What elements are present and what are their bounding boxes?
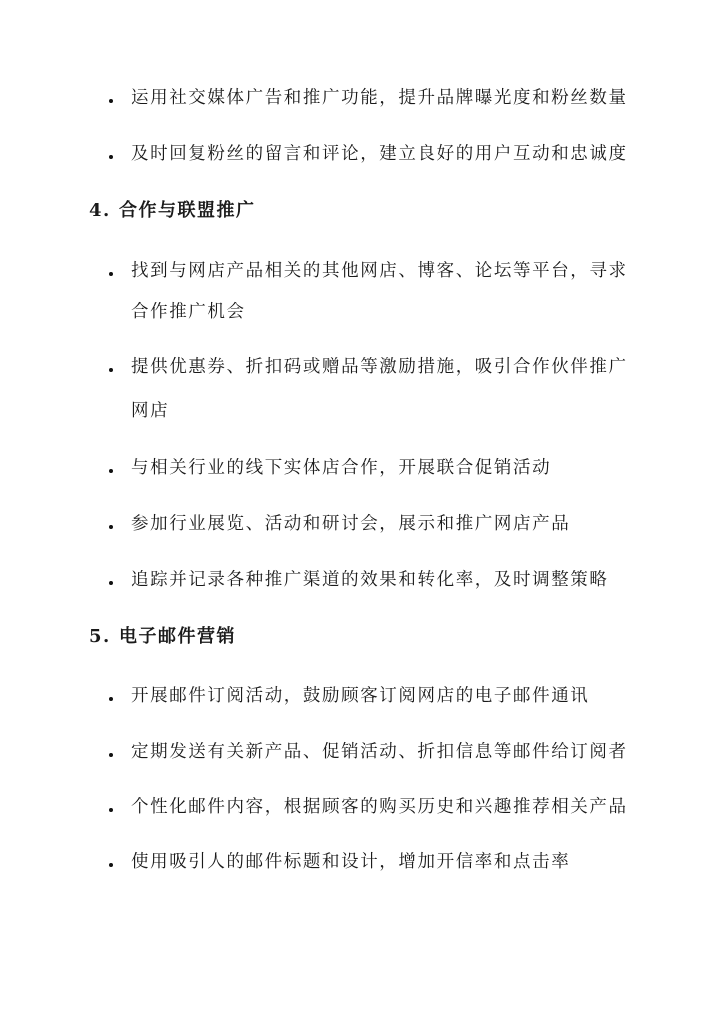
bullet-icon [109, 863, 113, 867]
bullet-icon [109, 155, 113, 159]
bullet-icon [109, 368, 113, 372]
bullet-icon [109, 99, 113, 103]
list-item-text: 运用社交媒体广告和推广功能，提升品牌曝光度和粉丝数量 [131, 88, 628, 108]
list-item-text: 提供优惠券、折扣码或赠品等激励措施，吸引合作伙伴推广 [131, 357, 628, 377]
list-item-text: 个性化邮件内容，根据顾客的购买历史和兴趣推荐相关产品 [131, 797, 628, 817]
bullet-icon [109, 581, 113, 585]
list-item-text: 参加行业展览、活动和研讨会，展示和推广网店产品 [131, 514, 571, 534]
bullet-icon [109, 697, 113, 701]
list-item-text: 追踪并记录各种推广渠道的效果和转化率，及时调整策略 [131, 570, 609, 590]
list-item-text: 与相关行业的线下实体店合作，开展联合促销活动 [131, 458, 552, 478]
list-item-text: 使用吸引人的邮件标题和设计，增加开信率和点击率 [131, 852, 571, 872]
bullet-icon [109, 525, 113, 529]
bullet-icon [109, 808, 113, 812]
section-number: 5. [89, 626, 111, 647]
list-item-text: 定期发送有关新产品、促销活动、折扣信息等邮件给订阅者 [131, 742, 628, 762]
list-item-text-continued: 网店 [131, 401, 170, 421]
bullet-icon [109, 272, 113, 276]
section-heading [89, 200, 256, 222]
list-item-text: 及时回复粉丝的留言和评论，建立良好的用户互动和忠诚度 [131, 144, 628, 164]
list-item-text-continued: 合作推广机会 [131, 302, 246, 322]
section-title: 电子邮件营销 [119, 626, 236, 647]
list-item-text: 开展邮件订阅活动，鼓励顾客订阅网店的电子邮件通讯 [131, 686, 590, 706]
section-number: 4. [89, 200, 111, 221]
list-item-text: 找到与网店产品相关的其他网店、博客、论坛等平台，寻求 [131, 261, 628, 281]
section-heading [89, 626, 236, 648]
bullet-icon [109, 753, 113, 757]
section-title: 合作与联盟推广 [119, 200, 256, 221]
bullet-icon [109, 469, 113, 473]
